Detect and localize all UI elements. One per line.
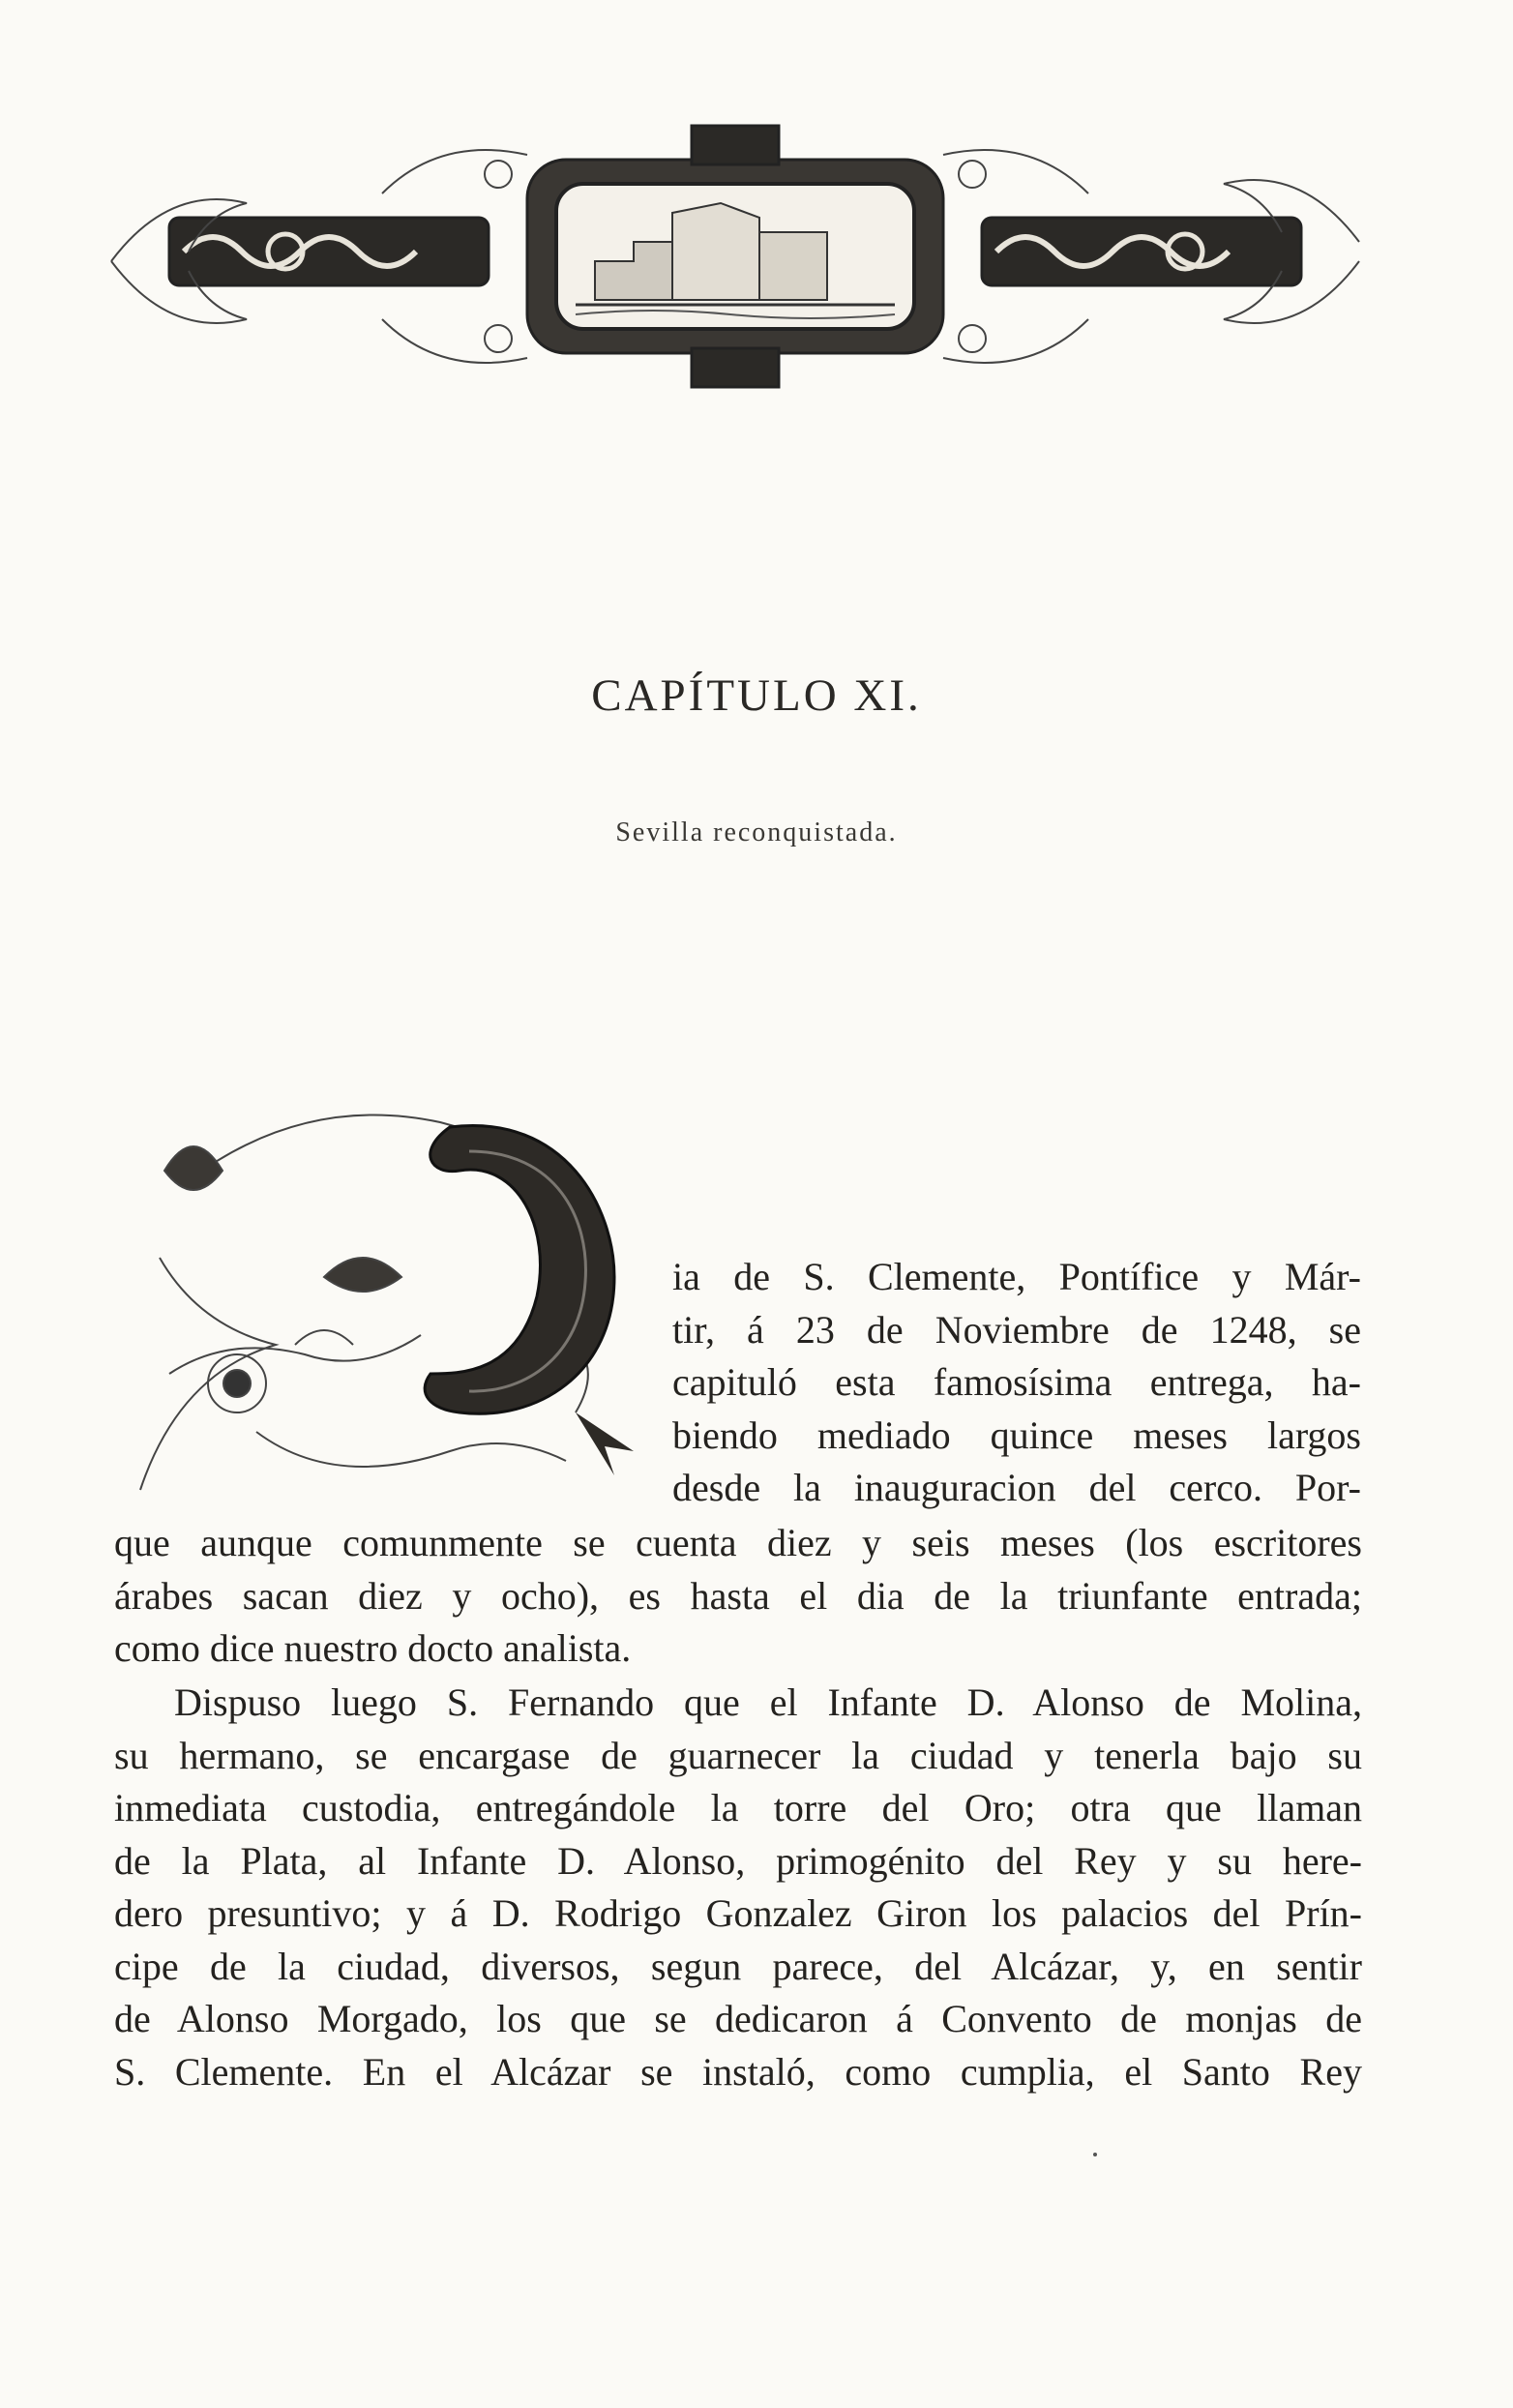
paragraph-2 — [114, 1677, 1362, 2098]
text-line: tir, á 23 de Noviembre de 1248, se — [672, 1307, 1361, 1352]
text-line: biendo mediado quince meses largos — [672, 1412, 1361, 1457]
decorated-initial-d — [111, 1071, 682, 1509]
paragraph-1-wide — [114, 1517, 1362, 1676]
text-line: inmediata custodia, entregándole la torre del Oro; otra que llaman — [114, 1786, 1362, 1829]
chapter-subtitle: Sevilla reconquistada. — [615, 818, 898, 847]
text-line: S. Clemente. En el Alcázar se instaló, como cumplia, el Santo Rey — [114, 2049, 1362, 2094]
text-line: que aunque comunmente se cuenta diez y seis meses (los escritores — [114, 1521, 1362, 1564]
text-line: cipe de la ciudad, diversos, segun parece, del Alcázar, y, en sentir — [114, 1944, 1362, 1988]
text-line: árabes sacan diez y ocho), es hasta el dia de la triunfante entrada; — [114, 1573, 1362, 1618]
text-line: de la Plata, al Infante D. Alonso, primogénito del Rey y su here- — [114, 1838, 1362, 1883]
paragraph-1-narrow — [672, 1251, 1361, 1515]
text-line: ia de S. Clemente, Pontífice y Már- — [672, 1255, 1361, 1298]
text-line: como dice nuestro docto analista. — [114, 1626, 632, 1670]
text-line: de Alonso Morgado, los que se dedicaron á Convento de monjas de — [114, 1997, 1362, 2040]
chapter-title: CAPÍTULO XI. — [591, 670, 922, 721]
initial-letter: D — [111, 1071, 123, 1087]
text-line: su hermano, se encargase de guarnecer la ciudad y tenerla bajo su — [114, 1733, 1362, 1777]
text-line: Dispuso luego S. Fernando que el Infante D. Alonso de Molina, — [174, 1680, 1362, 1724]
text-line: dero presuntivo; y á D. Rodrigo Gonzalez Giron los palacios del Prín- — [114, 1891, 1362, 1935]
ink-speck — [1093, 2153, 1097, 2156]
text-line: desde la inauguracion del cerco. Por- — [672, 1466, 1361, 1509]
header-engraving-ornament — [92, 106, 1379, 397]
text-line: capituló esta famosísima entrega, ha- — [672, 1360, 1361, 1404]
